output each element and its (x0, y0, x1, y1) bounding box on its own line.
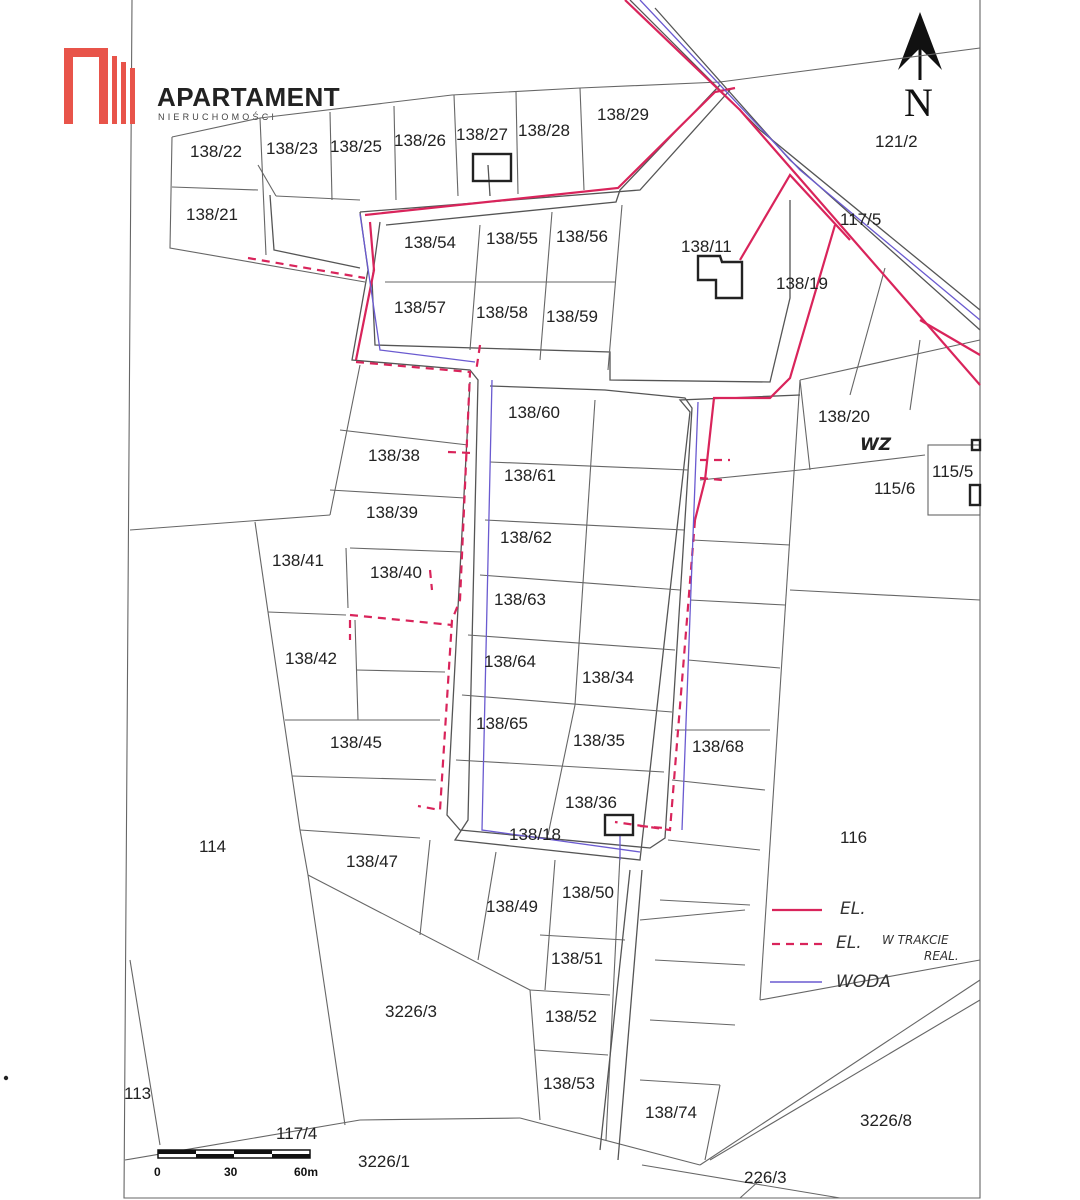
parcel-label: 138/45 (330, 733, 382, 752)
stray-dot (4, 1076, 8, 1080)
building-outline (473, 154, 511, 181)
parcel-label: 116 (840, 828, 868, 847)
water-lines (360, 0, 980, 860)
parcel-label: 138/47 (346, 852, 398, 871)
parcel-label: 138/64 (484, 652, 536, 671)
logo-bar (112, 56, 117, 124)
parcel-label: 115/5 (932, 462, 974, 481)
parcel-label: 138/74 (645, 1103, 697, 1122)
parcel-label: 138/68 (692, 737, 744, 756)
parcel-label: 138/11 (681, 237, 732, 256)
parcel-label: 138/18 (509, 825, 561, 844)
north-arrow (898, 12, 942, 125)
parcel-label: 138/34 (582, 668, 634, 687)
parcel-label: 113 (124, 1084, 152, 1103)
logo-bar (64, 48, 73, 124)
parcel-label: 115/6 (874, 479, 916, 498)
logo-bar (130, 68, 135, 124)
parcel-label: 117/4 (276, 1124, 318, 1143)
parcel-label: 138/56 (556, 227, 608, 246)
parcel-label: 138/55 (486, 229, 538, 248)
parcel-label: 138/27 (456, 125, 508, 144)
parcel-label: 138/40 (370, 563, 422, 582)
north-label: N (904, 80, 933, 125)
parcel-label: 138/21 (186, 205, 238, 224)
building-outline (698, 256, 742, 298)
legend-label-electricity-planned: EL. (836, 933, 862, 953)
logo-bar (99, 48, 108, 124)
parcel-label: 138/22 (190, 142, 242, 161)
parcel-label: 138/49 (486, 897, 538, 916)
parcel-label: 138/52 (545, 1007, 597, 1026)
parcel-label: 138/28 (518, 121, 570, 140)
parcel-label: 138/54 (404, 233, 456, 252)
parcel-labels (124, 105, 973, 1187)
parcel-label: 138/57 (394, 298, 446, 317)
parcel-label: 138/41 (272, 551, 324, 570)
logo-subtitle: NIERUCHOMOŚCI (158, 112, 278, 122)
parcel-label: 138/29 (597, 105, 649, 124)
parcel-label: 138/65 (476, 714, 528, 733)
parcel-label: 138/19 (776, 274, 828, 293)
parcel-label: 138/63 (494, 590, 546, 609)
parcel-label: 114 (199, 837, 227, 856)
logo-title: APARTAMENT (157, 82, 341, 112)
parcel-label: 138/26 (394, 131, 446, 150)
parcel-label: 138/60 (508, 403, 560, 422)
parcel-label: 138/35 (573, 731, 625, 750)
parcel-label: 3226/3 (385, 1002, 437, 1021)
map-legend (770, 899, 959, 992)
parcel-label: 138/25 (330, 137, 382, 156)
logo-bar (121, 62, 126, 124)
scale-tick-label: 0 (154, 1165, 161, 1179)
parcel-label: 226/3 (744, 1168, 787, 1187)
parcel-label: 138/59 (546, 307, 598, 326)
wz-annotation: WZ (860, 435, 892, 455)
scale-tick-label: 30 (224, 1165, 238, 1179)
parcel-label: 138/51 (551, 949, 603, 968)
legend-note-line1: W TRAKCIE (882, 933, 949, 947)
parcel-label: 138/61 (504, 466, 556, 485)
building-outline (970, 485, 980, 505)
parcel-label: 138/39 (366, 503, 418, 522)
parcel-label: 138/62 (500, 528, 552, 547)
parcel-label: 138/23 (266, 139, 318, 158)
parcel-label: 121/2 (875, 132, 918, 151)
parcel-label: 138/53 (543, 1074, 595, 1093)
legend-note-line2: REAL. (924, 949, 959, 963)
parcel-label: 138/42 (285, 649, 337, 668)
scale-tick-label: 60m (294, 1165, 319, 1179)
parcel-label: 3226/1 (358, 1152, 410, 1171)
parcel-label: 138/36 (565, 793, 617, 812)
parcel-label: 138/20 (818, 407, 870, 426)
legend-label-water: WODA (836, 972, 891, 992)
parcel-label: 117/5 (840, 210, 882, 229)
legend-label-electricity: EL. (840, 899, 866, 919)
parcel-label: 138/50 (562, 883, 614, 902)
parcel-label: 138/38 (368, 446, 420, 465)
parcel-label: 3226/8 (860, 1111, 912, 1130)
scale-bar (154, 1150, 318, 1179)
company-logo (64, 48, 340, 124)
parcel-label: 138/58 (476, 303, 528, 322)
